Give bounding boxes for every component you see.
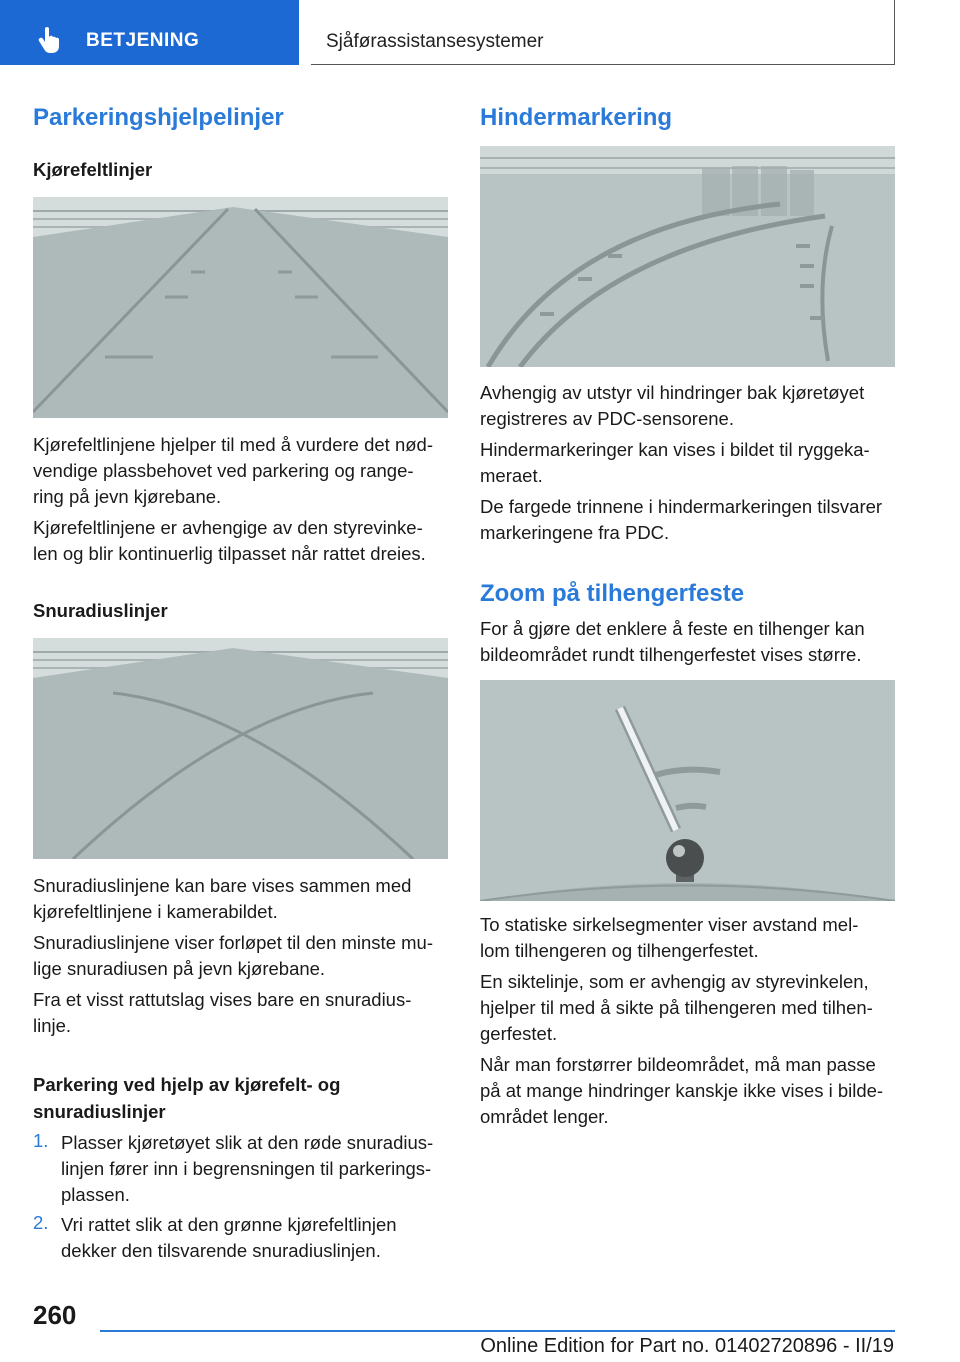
footer-divider (100, 1330, 895, 1332)
step-2-text: Vri rattet slik at den grønne kjørefeltlinjen dekker den tilsvarende snuradiuslinjen. (61, 1214, 397, 1261)
radius-paragraph-1: Snuradiuslinjene kan bare vises sammen med kjørefeltlinjene i kamerabildet. (33, 875, 412, 922)
chapter-header (311, 0, 895, 65)
obstacle-paragraph-1: Avhengig av utstyr vil hindringer bak kjøretøyet registreres av PDC-sensorene. (480, 382, 865, 429)
step-1-text: Plasser kjøretøyet slik at den røde snuradius- linjen fører inn i begrensningen til parkerings- plassen. (61, 1132, 434, 1205)
step-2-number: 2. (33, 1212, 49, 1233)
left-section-title: Parkeringshjelpelinjer (33, 104, 284, 131)
radius-paragraph-2: Snuradiuslinjene viser forløpet til den minste mu- lige snuradiusen på jevn kjørebane. (33, 932, 433, 979)
edition-note: Online Edition for Part no. 01402720896 - II/19 (480, 1335, 894, 1357)
zoom-paragraph-3: En siktelinje, som er avhengig av styrevinkelen, hjelper til med å sikte på tilhengeren med tilhen- gerfestet. (480, 971, 873, 1044)
zoom-paragraph-4: Når man forstørrer bildeområdet, må man passe på at mange hindringer kanskje ikke vises i bilde- området lenger. (480, 1054, 884, 1127)
trailer-hitch-image (480, 680, 895, 901)
lane-lines-image (33, 197, 448, 418)
zoom-paragraph-2: To statiske sirkelsegmenter viser avstand mel- lom tilhengeren og tilhengerfestet. (480, 914, 859, 961)
obstacle-paragraph-3: De fargede trinnene i hindermarkeringen tilsvarer markeringene fra PDC. (480, 496, 883, 543)
step-1-number: 1. (33, 1130, 49, 1151)
subheading-parking-steps: Parkering ved hjelp av kjørefelt- og snuradiuslinjer (33, 1074, 341, 1122)
section-label: BETJENING (86, 30, 200, 51)
subheading-turning-radius: Snuradiuslinjer (33, 600, 168, 621)
lane-paragraph-2: Kjørefeltlinjene er avhengige av den styrevinke- len og blir kontinuerlig tilpasset når rattet dreies. (33, 517, 426, 564)
obstacle-paragraph-2: Hindermarkeringer kan vises i bildet til ryggeka- meraet. (480, 439, 870, 486)
turning-radius-image (33, 638, 448, 859)
subheading-lane-lines: Kjørefeltlinjer (33, 159, 153, 180)
chapter-title: Sjåførassistansesystemer (326, 31, 544, 52)
lane-paragraph-1: Kjørefeltlinjene hjelper til med å vurdere det nød- vendige plassbehovet ved parkering og range- ring på jevn kjørebane. (33, 434, 433, 507)
page-number: 260 (33, 1300, 77, 1330)
hand-pointer-icon (36, 24, 66, 54)
obstacle-marking-image (480, 146, 895, 367)
section-tab (0, 0, 299, 65)
zoom-paragraph-1: For å gjøre det enklere å feste en tilhenger kan bildeområdet rundt tilhengerfestet vises større. (480, 618, 865, 665)
trailer-zoom-title: Zoom på tilhengerfeste (480, 580, 745, 607)
radius-paragraph-3: Fra et visst rattutslag vises bare en snuradius- linje. (33, 989, 412, 1036)
obstacle-marking-title: Hindermarkering (480, 104, 673, 131)
